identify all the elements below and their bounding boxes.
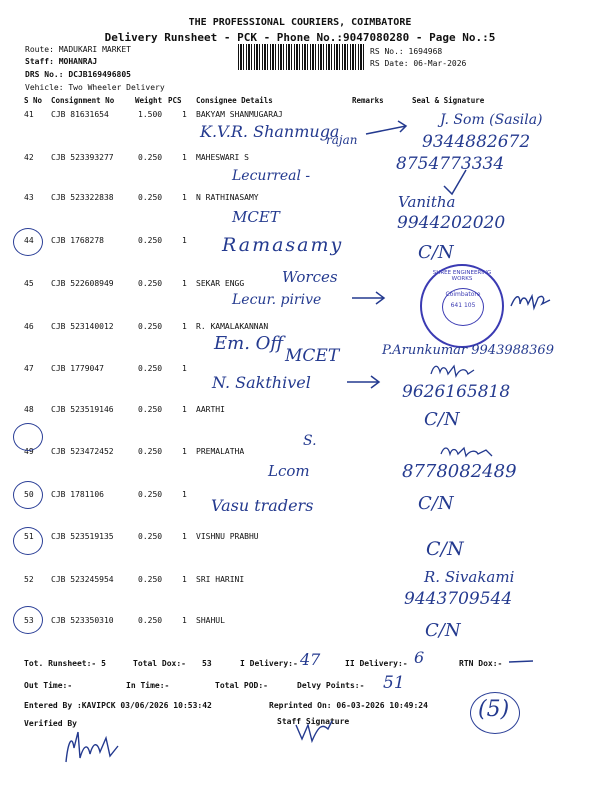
sno-circle-51 (13, 527, 43, 555)
total-circle (470, 692, 520, 734)
row-pcs: 1 (182, 322, 187, 331)
hw-r42-phone: 8754773334 (396, 154, 505, 174)
hw-r41-name: K.V.R. Shanmuga (200, 122, 340, 141)
row-pcs: 1 (182, 447, 187, 456)
hw-r49-phone: 8778082489 (402, 461, 517, 482)
sno-circle-48 (13, 423, 43, 451)
row-sno: 42 (24, 153, 34, 162)
hw-r44-mcet: MCET (232, 208, 280, 226)
hw-r46-name: P.Arunkumar 9943988369 (382, 343, 554, 358)
barcode (238, 44, 364, 70)
row-consignee-name: R. KAMALAKANNAN (196, 322, 269, 331)
reprinted-on: Reprinted On: 06-03-2026 10:49:24 (269, 701, 428, 710)
col-remarks: Remarks (352, 96, 384, 105)
in-time-label: In Time:- (126, 681, 170, 690)
i-delivery-label: I Delivery:- (240, 659, 298, 668)
verifier-signature (58, 728, 130, 768)
total-dox-label: Total Dox:- (133, 659, 186, 668)
col-sno: S No (24, 96, 43, 105)
delvy-points-label: Delvy Points:- (297, 681, 365, 690)
hw-r47-name: N. Sakthivel (212, 373, 311, 392)
seal-city: Coimbatore (445, 291, 481, 298)
row-weight: 0.250 (138, 447, 163, 456)
hw-r42-note: Lecurreal - (232, 168, 311, 184)
staff-signature-label: Staff Signature (277, 717, 350, 726)
staff-label: Staff: MOHANRAJ (25, 57, 98, 66)
row-pcs: 1 (182, 193, 187, 202)
sno-circle-53 (13, 606, 43, 634)
row-consignee-name: SHAHUL (196, 616, 225, 625)
runsheet-title: Delivery Runsheet - PCK - Phone No.:9047080280 - Page No.:5 (104, 31, 496, 44)
ii-delivery-label: II Delivery:- (345, 659, 408, 668)
row-weight: 0.250 (138, 490, 163, 499)
hw-r49-s: S. (303, 433, 317, 449)
hw-delvy-points: 51 (383, 673, 405, 693)
hw-r50-name: Vasu traders (211, 496, 314, 515)
row-consignment-no: CJB 523322838 (51, 193, 114, 202)
row-consignment-no: CJB 1779047 (51, 364, 104, 373)
row-weight: 0.250 (138, 193, 163, 202)
hw-r47-arrow (345, 372, 385, 392)
tot-runsheet: Tot. Runsheet:- 5 (24, 659, 106, 668)
hw-r53-cn: C/N (425, 620, 461, 641)
row-pcs: 1 (182, 110, 187, 119)
row-weight: 0.250 (138, 153, 163, 162)
row-pcs: 1 (182, 279, 187, 288)
row-consignment-no: CJB 523350310 (51, 616, 114, 625)
hw-r41-phone: 9344882672 (422, 132, 531, 152)
hw-r44-name: Ramasamy (222, 234, 344, 256)
hw-r52-phone: 9443709544 (404, 589, 513, 609)
drs-label: DRS No.: DCJB169496805 (25, 70, 131, 79)
hw-r50-cn: C/N (418, 493, 454, 514)
hw-r41-som: J. Som (Sasila) (440, 112, 543, 128)
col-seal-signature: Seal & Signature (412, 96, 485, 105)
vehicle-label: Vehicle: Two Wheeler Delivery (25, 83, 165, 92)
hw-i-delivery: 47 (300, 650, 321, 669)
row-pcs: 1 (182, 405, 187, 414)
hw-r52-name: R. Sivakami (424, 568, 515, 586)
hw-r43-phone: 9944202020 (397, 213, 506, 233)
row-consignment-no: CJB 1781106 (51, 490, 104, 499)
verified-by-label: Verified By (24, 719, 77, 728)
row-sno: 43 (24, 193, 34, 202)
company-title: THE PROFESSIONAL COURIERS, COIMBATORE (188, 17, 412, 28)
entered-by: Entered By :KAVIPCK 03/06/2026 10:53:42 (24, 701, 212, 710)
row-sno: 51 (24, 532, 34, 541)
total-pod-label: Total POD:- (215, 681, 268, 690)
row-sno: 41 (24, 110, 34, 119)
hw-r43-name: Vanitha (398, 193, 456, 211)
rs-date: RS Date: 06-Mar-2026 (370, 59, 467, 68)
row-pcs: 1 (182, 364, 187, 373)
row-weight: 0.250 (138, 236, 163, 245)
row-consignee-name: VISHNU PRABHU (196, 532, 259, 541)
hw-r41-arrow (362, 118, 412, 144)
row-sno: 50 (24, 490, 34, 499)
row-consignment-no: CJB 523393277 (51, 153, 114, 162)
staff-signature (292, 717, 342, 747)
row-sno: 53 (24, 616, 34, 625)
hw-r44-cn: C/N (418, 242, 454, 263)
row-consignee-name: N RATHINASAMY (196, 193, 259, 202)
hw-r51-cn: C/N (426, 538, 464, 560)
hw-r45-arrow (350, 288, 390, 308)
row-weight: 0.250 (138, 575, 163, 584)
row-sno: 44 (24, 236, 34, 245)
row-sno: 45 (24, 279, 34, 288)
row-consignment-no: CJB 81631654 (51, 110, 109, 119)
row-pcs: 1 (182, 532, 187, 541)
row-consignment-no: CJB 1768278 (51, 236, 104, 245)
hw-r46-mcet: MCET (285, 346, 340, 366)
row-consignment-no: CJB 523245954 (51, 575, 114, 584)
seal-pin: 641 105 (450, 302, 476, 309)
row-weight: 0.250 (138, 405, 163, 414)
hw-r45-note: Lecur. pirive (232, 292, 322, 308)
row-pcs: 1 (182, 490, 187, 499)
route-label: Route: MADUKARI MARKET (25, 45, 131, 54)
row-consignee-name: PREMALATHA (196, 447, 245, 456)
seal-ring-text: SHREE ENGINEERING WORKS (432, 270, 492, 282)
company-seal (420, 264, 504, 348)
row-sno: 48 (24, 405, 34, 414)
row-weight: 0.250 (138, 616, 163, 625)
hw-r49-lcom: Lcom (268, 462, 310, 480)
out-time-label: Out Time:- (24, 681, 73, 690)
rtn-dox-label: RTN Dox:- (459, 659, 503, 668)
row-consignee-name: AARTHI (196, 405, 225, 414)
seal-center (442, 288, 484, 326)
row-consignment-no: CJB 522608949 (51, 279, 114, 288)
sno-circle-50 (13, 481, 43, 509)
hw-r41-rajan: rajan (326, 133, 358, 147)
row-consignee-name: MAHESWARI S (196, 153, 249, 162)
col-weight: Weight (135, 96, 163, 105)
row-pcs: 1 (182, 575, 187, 584)
row-pcs: 1 (182, 616, 187, 625)
hw-r47-tamil-signature (428, 362, 478, 380)
col-pcs: PCS (168, 96, 182, 105)
hw-r45-worces: Worces (282, 268, 338, 286)
hw-r45-signature (508, 290, 554, 312)
col-consignment: Consignment No (51, 96, 115, 105)
row-consignment-no: CJB 523472452 (51, 447, 114, 456)
row-consignment-no: CJB 523519135 (51, 532, 114, 541)
rs-no: RS No.: 1694968 (370, 47, 443, 56)
total-dox-value: 53 (202, 659, 212, 668)
hw-ii-delivery: 6 (414, 648, 425, 667)
row-pcs: 1 (182, 153, 187, 162)
hw-r49-tamil-signature (438, 444, 498, 460)
row-weight: 1.500 (138, 110, 163, 119)
row-consignment-no: CJB 523140012 (51, 322, 114, 331)
col-consignee: Consignee Details (196, 96, 273, 105)
row-weight: 0.250 (138, 279, 163, 288)
row-sno: 49 (24, 447, 34, 456)
row-weight: 0.250 (138, 532, 163, 541)
sno-circle-44 (13, 228, 43, 256)
row-pcs: 1 (182, 236, 187, 245)
row-consignee-name: SEKAR ENGG (196, 279, 245, 288)
row-consignment-no: CJB 523519146 (51, 405, 114, 414)
hw-circled-total: (5) (478, 697, 510, 722)
hw-rtn-dash (507, 658, 537, 666)
hw-r47-phone: 9626165818 (402, 382, 511, 402)
row-consignee-name: BAKYAM SHANMUGARAJ (196, 110, 283, 119)
row-weight: 0.250 (138, 364, 163, 373)
row-sno: 46 (24, 322, 34, 331)
row-sno: 52 (24, 575, 34, 584)
hw-r48-cn: C/N (424, 409, 460, 430)
row-sno: 47 (24, 364, 34, 373)
hw-r46-emoff: Em. Off (214, 333, 284, 354)
row-consignee-name: SRI HARINI (196, 575, 245, 584)
row-weight: 0.250 (138, 322, 163, 331)
